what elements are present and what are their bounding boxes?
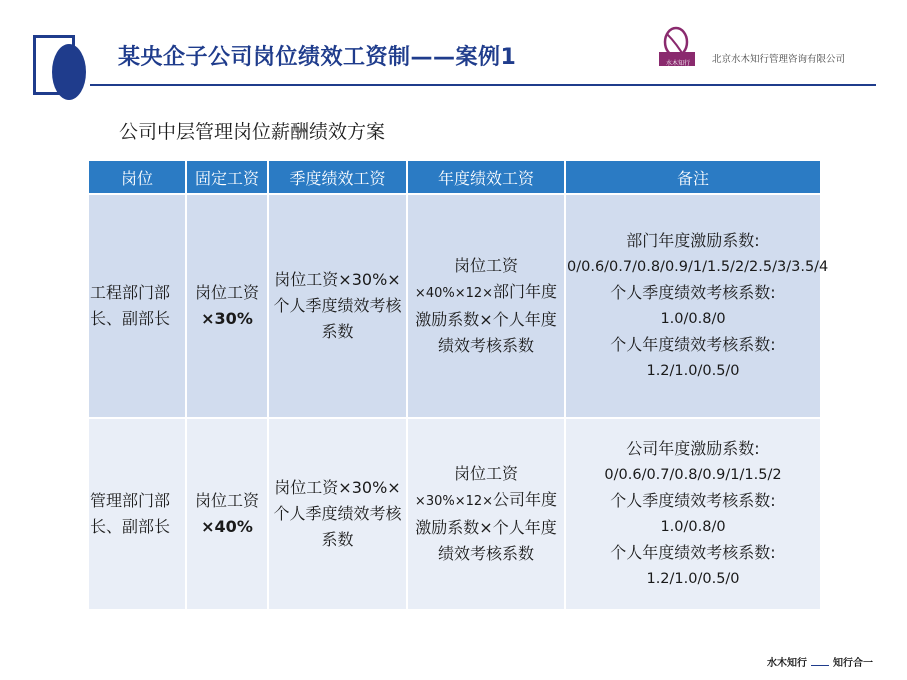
notes-cell [565, 418, 821, 610]
note-line: 0/0.6/0.7/0.8/0.9/1/1.5/2 [604, 467, 782, 483]
table-row [88, 194, 821, 418]
col-header-fixed: 固定工资 [186, 160, 268, 194]
slide-title: 某央企子公司岗位绩效工资制——案例1 [118, 45, 517, 70]
note-line: 个人季度绩效考核系数: [610, 491, 776, 510]
annual-cell [407, 418, 565, 610]
table-header-row [88, 160, 821, 194]
fixed-prefix: 岗位工资 [194, 283, 259, 302]
annual-formula-rest: 公司年度激励系数×个人年度绩效考核系数 [415, 490, 558, 563]
salary-table [87, 159, 829, 611]
annual-cell [407, 194, 565, 418]
position-cell: 工程部门部长、副部长 [88, 194, 186, 418]
col-header-notes: 备注 [565, 160, 821, 194]
fixed-salary-cell [186, 194, 268, 418]
section-subtitle: 公司中层管理岗位薪酬绩效方案 [119, 121, 386, 143]
col-header-position: 岗位 [88, 160, 186, 194]
note-line: 0/0.6/0.7/0.8/0.9/1/1.5/2/2.5/3/3.5/4 [567, 259, 829, 275]
annual-formula-rest: 部门年度激励系数×个人年度绩效考核系数 [415, 282, 558, 355]
position-cell: 管理部门部长、副部长 [88, 418, 186, 610]
quarterly-cell: 岗位工资×30%×个人季度绩效考核系数 [268, 418, 407, 610]
note-line: 1.0/0.8/0 [660, 519, 726, 535]
footer-right: 知行合一 [833, 658, 873, 669]
note-line: 1.0/0.8/0 [660, 311, 726, 327]
footer-slogan [767, 654, 873, 669]
col-header-quarterly: 季度绩效工资 [268, 160, 407, 194]
annual-formula-small: ×30%×12× [414, 494, 494, 509]
note-line: 个人季度绩效考核系数: [610, 283, 776, 302]
quarterly-cell: 岗位工资×30%×个人季度绩效考核系数 [268, 194, 407, 418]
notes-cell [565, 194, 829, 418]
footer-left: 水木知行 [767, 658, 807, 669]
note-line: 1.2/1.0/0.5/0 [646, 363, 740, 379]
note-line: 1.2/1.0/0.5/0 [646, 571, 740, 587]
note-line: 公司年度激励系数: [626, 439, 760, 458]
annual-title: 岗位工资 [453, 256, 518, 275]
footer-blank [811, 665, 829, 666]
decor-circle [52, 44, 86, 100]
note-line: 个人年度绩效考核系数: [610, 543, 776, 562]
annual-title: 岗位工资 [453, 464, 518, 483]
logo-caption: 水木知行 [665, 60, 690, 67]
annual-formula-small: ×40%×12× [414, 286, 494, 301]
note-line: 个人年度绩效考核系数: [610, 335, 776, 354]
col-header-annual: 年度绩效工资 [407, 160, 565, 194]
fixed-ratio: ×40% [201, 517, 253, 536]
table-row [88, 418, 821, 610]
company-name: 北京水木知行管理咨询有限公司 [712, 54, 846, 65]
note-line: 部门年度激励系数: [626, 231, 760, 250]
fixed-ratio: ×30% [201, 309, 253, 328]
fixed-salary-cell [186, 418, 268, 610]
header-divider [90, 84, 876, 86]
fixed-prefix: 岗位工资 [194, 491, 259, 510]
